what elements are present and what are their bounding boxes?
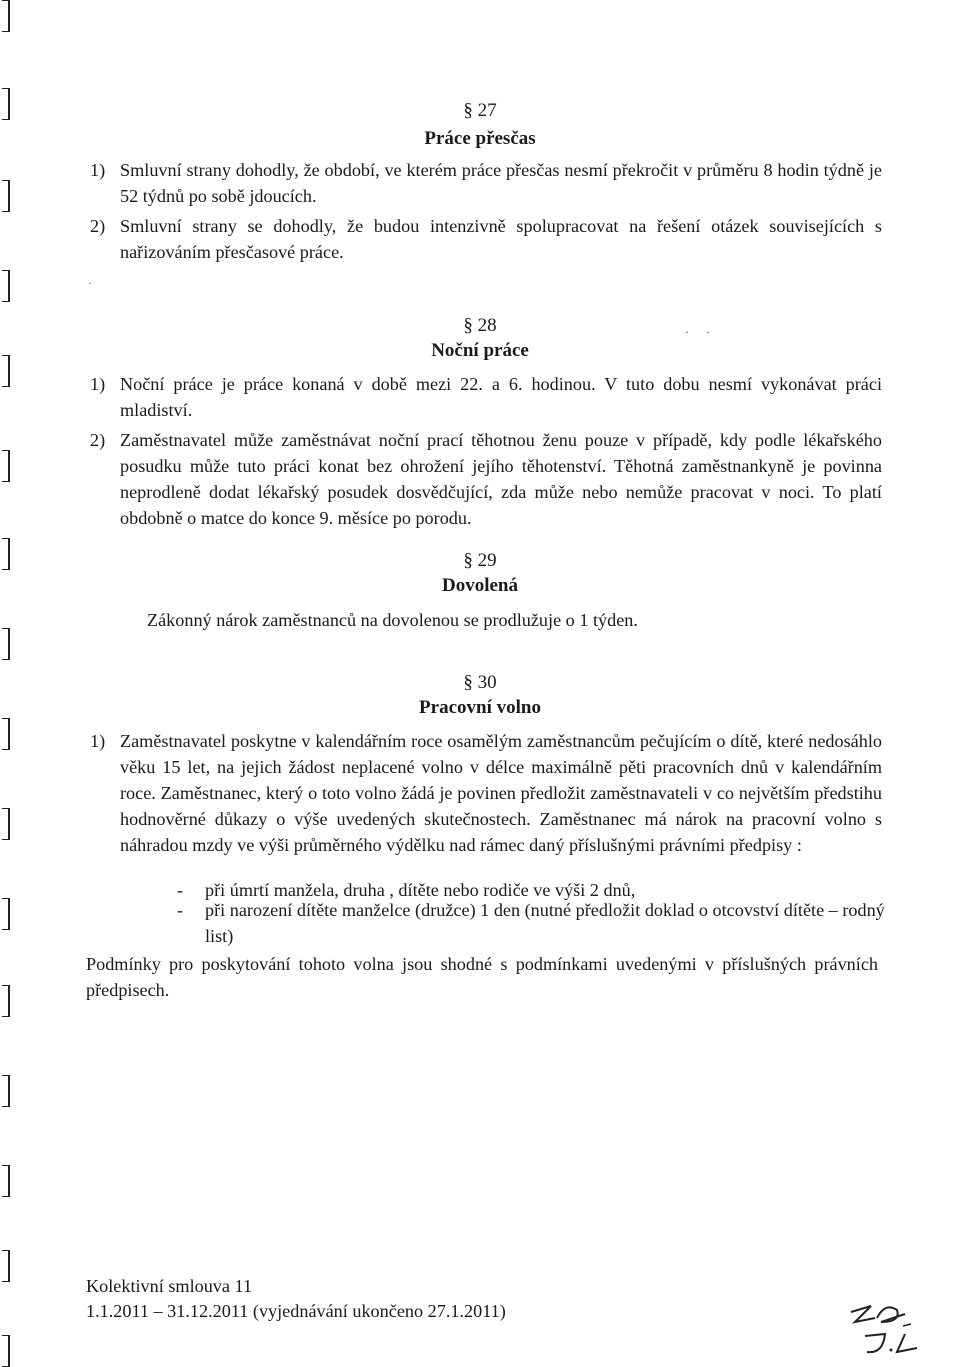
- section-27-paragraph-2: 2) Smluvní strany se dohodly, že budou intenzivně spolupracovat na řešení otázek souvisejících s nařizováním přesčasové práce.: [90, 216, 882, 262]
- footer-title: Kolektivní smlouva 11: [86, 1276, 253, 1296]
- section-28-number: § 28: [463, 315, 497, 336]
- section-30-number: § 30: [463, 672, 497, 693]
- dash-item: - při narození dítěte manželce (družce) 1 den (nutné předložit doklad o otcovství dítěte – rodný list): [177, 900, 885, 946]
- section-30-title: Pracovní volno: [419, 697, 541, 718]
- section-27-number: § 27: [463, 100, 497, 121]
- section-29-title: Dovolená: [442, 575, 518, 596]
- section-28-title: Noční práce: [431, 340, 529, 361]
- section-30-paragraph-1: 1) Zaměstnavatel poskytne v kalendářním roce osamělým zaměstnancům pečujícím o dítě, které nedosáhlo věku 15 let, na jejich žádost neplacené volno v délce maximálně pěti pracovních dnů v kalendářním roce. Zaměstnanec, který o toto volno žádá je povinen předložit zaměstnavateli v co největším předstihu hodnověrné důkazy o výše uvedených skutečnostech. Zaměstnanec má nárok na pracovní volno s náhradou mzdy ve výši průměrného výdělku nad rámec daný příslušnými právními předpisy :: [90, 731, 882, 855]
- scan-speck: ·: [685, 325, 689, 339]
- scan-speck: ·: [88, 276, 92, 290]
- section-28-paragraph-1: 1) Noční práce je práce konaná v době mezi 22. a 6. hodinou. V tuto dobu nesmí vykonávat práci mladiství.: [90, 374, 882, 420]
- footer-period: 1.1.2011 – 31.12.2011 (vyjednávání ukončeno 27.1.2011): [86, 1301, 506, 1321]
- section-28-paragraph-2: 2) Zaměstnavatel může zaměstnávat noční prací těhotnou ženu pouze v případě, kdy podle lékařského posudku může tuto práci konat bez ohrožení jejího těhotenství. Těhotná zaměstnankyně je povinna neprodleně dodat lékařský posudek dosvědčující, zda může nebo nemůže pracovat v noci. To platí obdobně o matce do konce 9. měsíce po porodu.: [90, 430, 882, 528]
- section-29-number: § 29: [463, 550, 497, 571]
- section-27-paragraph-1: 1) Smluvní strany dohodly, že období, ve kterém práce přesčas nesmí překročit v průměru 8 hodin týdně je 52 týdnů po sobě jdoucích.: [90, 160, 882, 206]
- scan-speck: ·: [706, 325, 710, 339]
- signature-initials-icon: [845, 1300, 935, 1360]
- section-27-title: Práce přesčas: [424, 128, 536, 149]
- dash-item: - při úmrtí manžela, druha , dítěte nebo rodiče ve výši 2 dnů,: [177, 880, 636, 900]
- section-30-closing: Podmínky pro poskytování tohoto volna jsou shodné s podmínkami uvedenými v příslušných právních předpisech.: [86, 954, 878, 1000]
- section-29-paragraph: Zákonný nárok zaměstnanců na dovolenou se prodlužuje o 1 týden.: [147, 610, 638, 630]
